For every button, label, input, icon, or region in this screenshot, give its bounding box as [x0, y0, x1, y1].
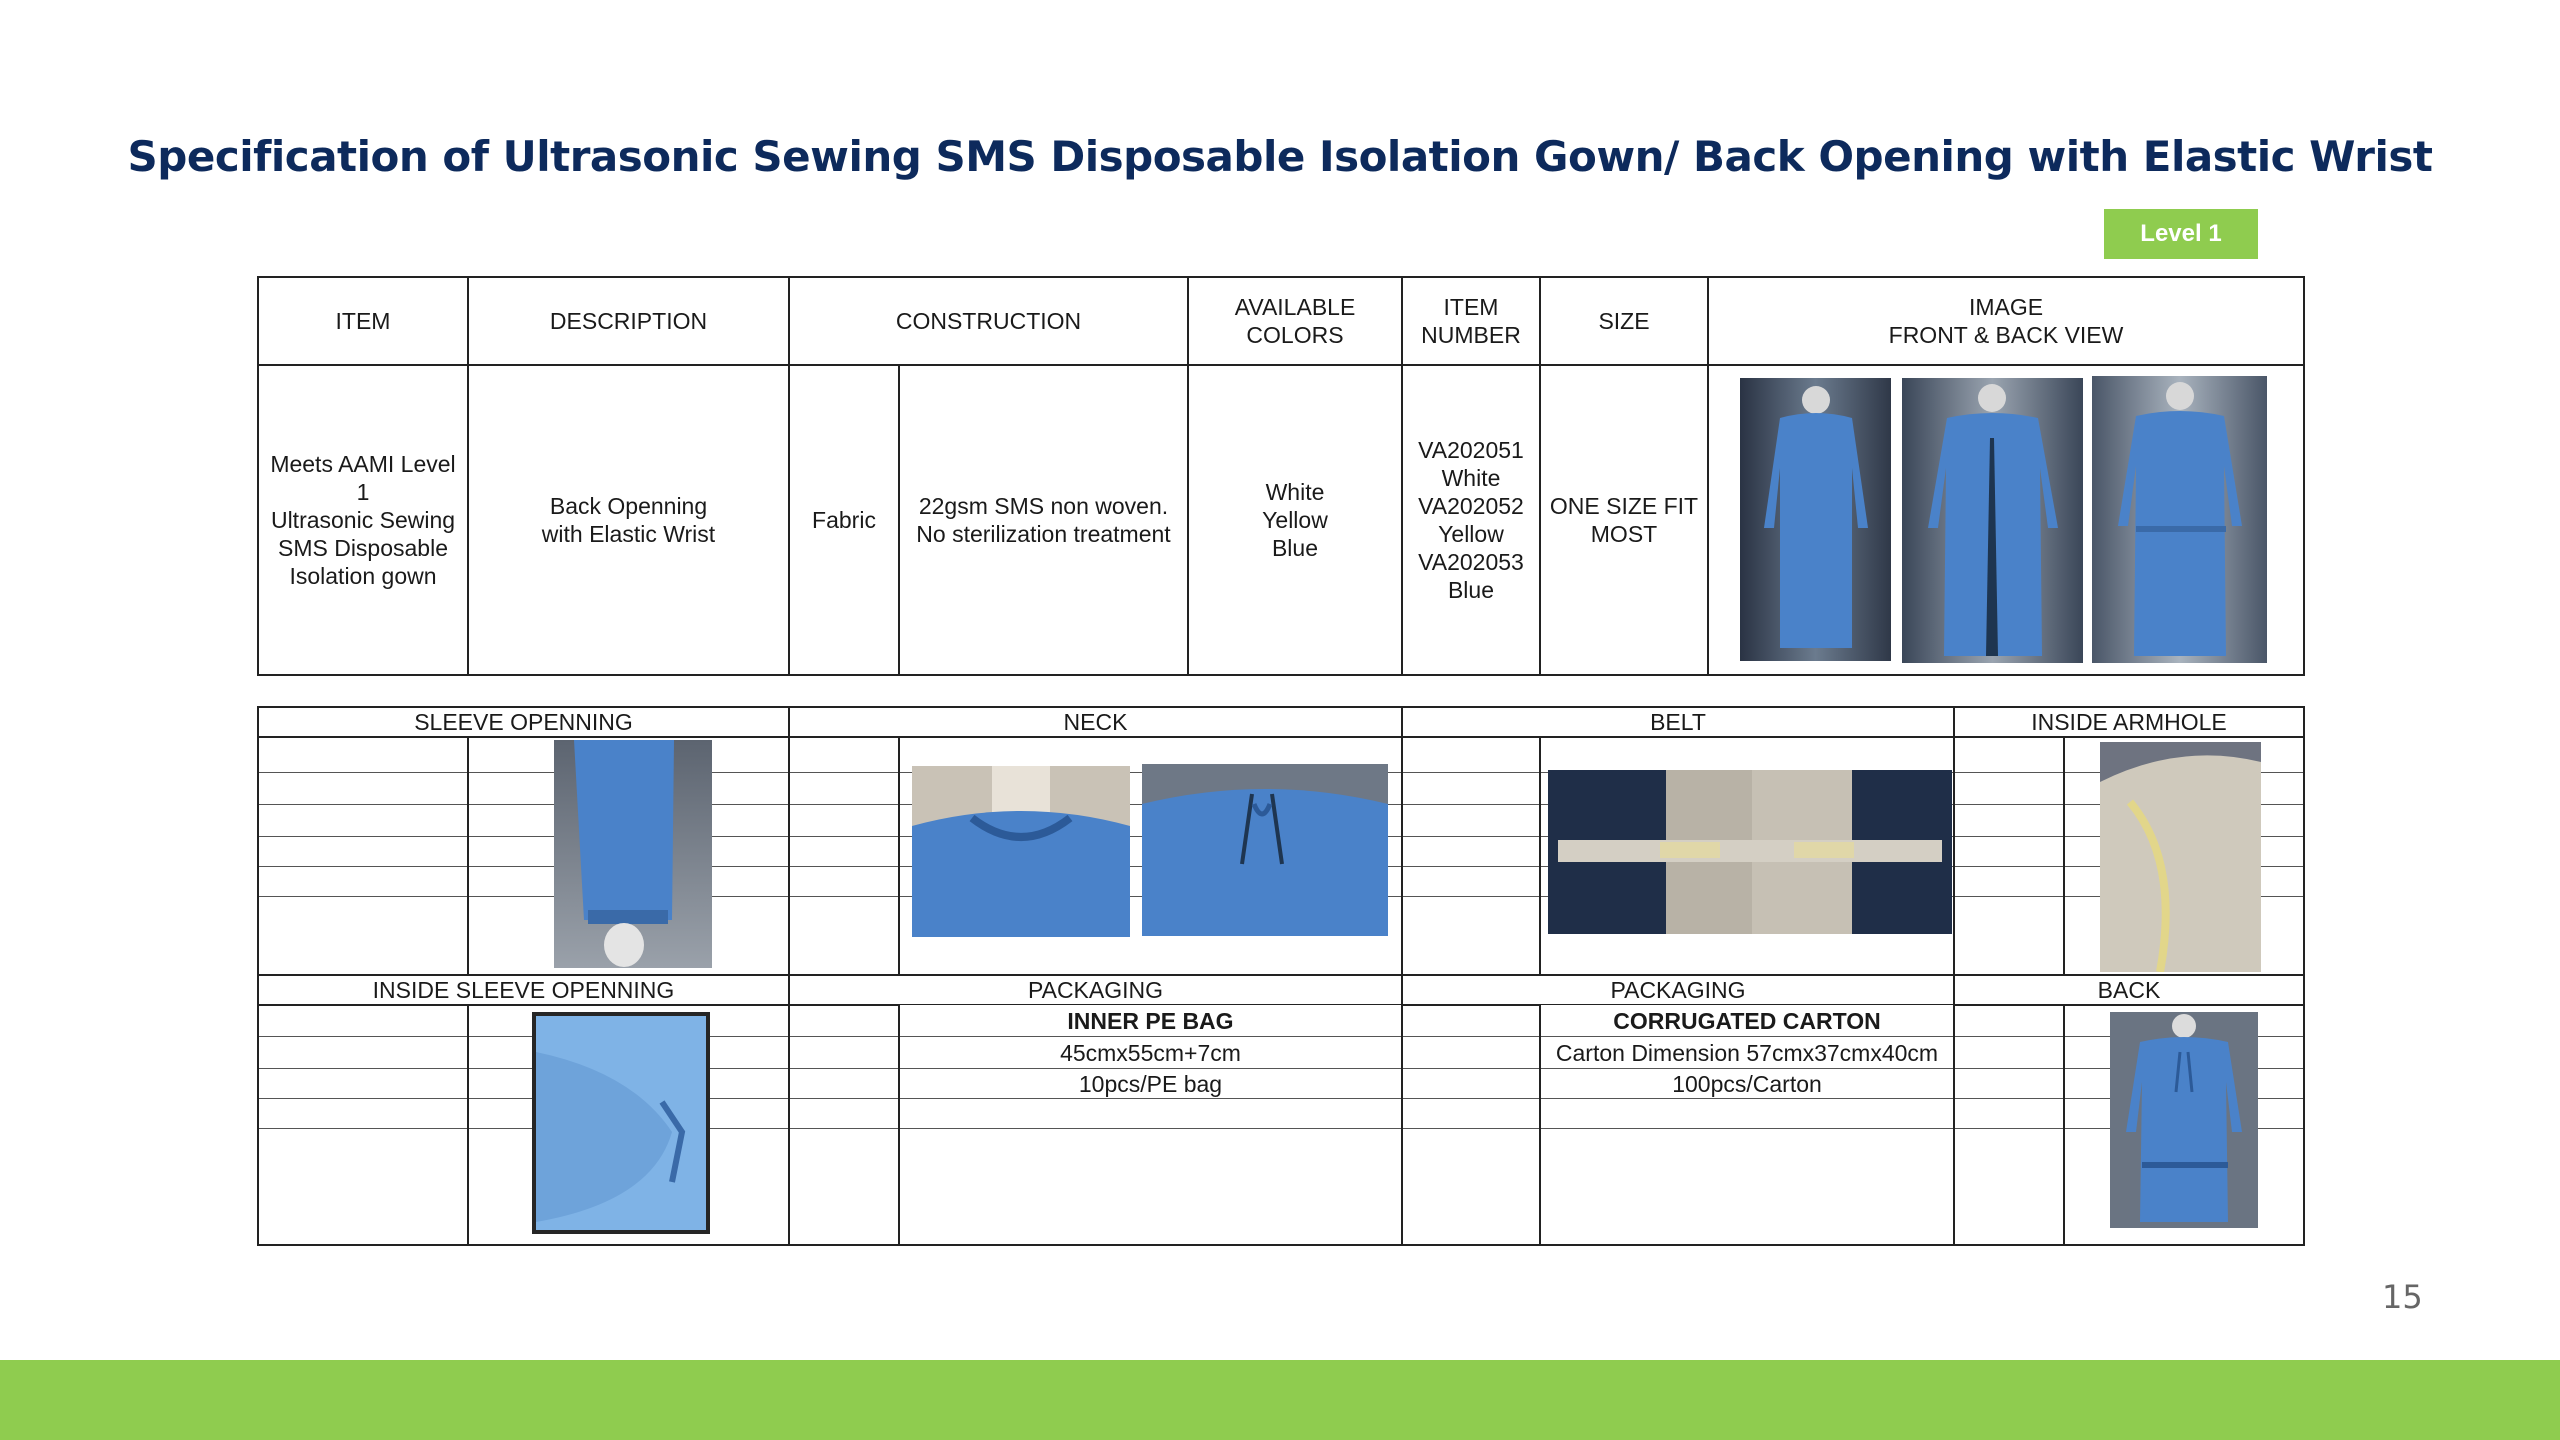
item-number-cell: VA202051 White VA202052 Yellow VA202053 Blue: [1418, 437, 1524, 603]
packaging-outer-header: PACKAGING: [1610, 977, 1746, 1003]
belt-photo: [1548, 770, 1952, 934]
item-cell: Meets AAMI Level 1 Ultrasonic Sewing SMS Disposable Isolation gown: [270, 451, 456, 589]
gown-back-tied-photo: [2092, 376, 2267, 663]
neck-header: NECK: [1063, 709, 1128, 735]
page-number: 15: [2382, 1278, 2423, 1316]
footer-bar: [0, 1360, 2560, 1440]
level-badge: Level 1: [2104, 209, 2258, 259]
neck-back-photo: [1142, 764, 1388, 936]
sleeve-opening-header: SLEEVE OPENNING: [414, 709, 633, 735]
inner-bag-size: 45cmx55cm+7cm: [900, 1037, 1401, 1068]
packaging-inner-header: PACKAGING: [1027, 977, 1164, 1003]
inside-armhole-header: INSIDE ARMHOLE: [2031, 709, 2227, 735]
header-construction: CONSTRUCTION: [895, 308, 1082, 334]
page-title: Specification of Ultrasonic Sewing SMS Disposable Isolation Gown/ Back Opening with Elastic Wrist: [127, 132, 2433, 181]
header-description: DESCRIPTION: [549, 308, 708, 334]
carton-title: CORRUGATED CARTON: [1541, 1005, 1953, 1036]
description-cell: Back Openning with Elastic Wrist: [541, 493, 716, 547]
header-image: IMAGE FRONT & BACK VIEW: [1888, 294, 2124, 348]
colors-cell: White Yellow Blue: [1262, 479, 1328, 561]
construction-type-cell: Fabric: [812, 507, 876, 533]
header-item-number: ITEM NUMBER: [1421, 294, 1521, 348]
gown-front-photo: [1740, 378, 1891, 661]
inside-armhole-photo: [2100, 742, 2261, 972]
back-photo: [2110, 1012, 2258, 1228]
size-cell: ONE SIZE FIT MOST: [1549, 493, 1699, 547]
inside-sleeve-opening-header: INSIDE SLEEVE OPENNING: [372, 977, 675, 1003]
header-available-colors: AVAILABLE COLORS: [1234, 294, 1356, 348]
back-header: BACK: [2097, 977, 2161, 1003]
inside-sleeve-opening-photo: [532, 1012, 710, 1234]
inner-bag-qty: 10pcs/PE bag: [900, 1069, 1401, 1098]
carton-dimension: Carton Dimension 57cmx37cmx40cm: [1541, 1037, 1953, 1068]
neck-front-photo: [912, 766, 1130, 937]
belt-header: BELT: [1650, 709, 1706, 735]
carton-qty: 100pcs/Carton: [1541, 1069, 1953, 1098]
header-item: ITEM: [335, 308, 391, 334]
sleeve-opening-photo: [554, 740, 712, 968]
gown-back-open-photo: [1902, 378, 2083, 663]
header-size: SIZE: [1598, 308, 1650, 334]
construction-detail-cell: 22gsm SMS non woven. No sterilization treatment: [916, 493, 1171, 547]
inner-bag-title: INNER PE BAG: [900, 1005, 1401, 1036]
